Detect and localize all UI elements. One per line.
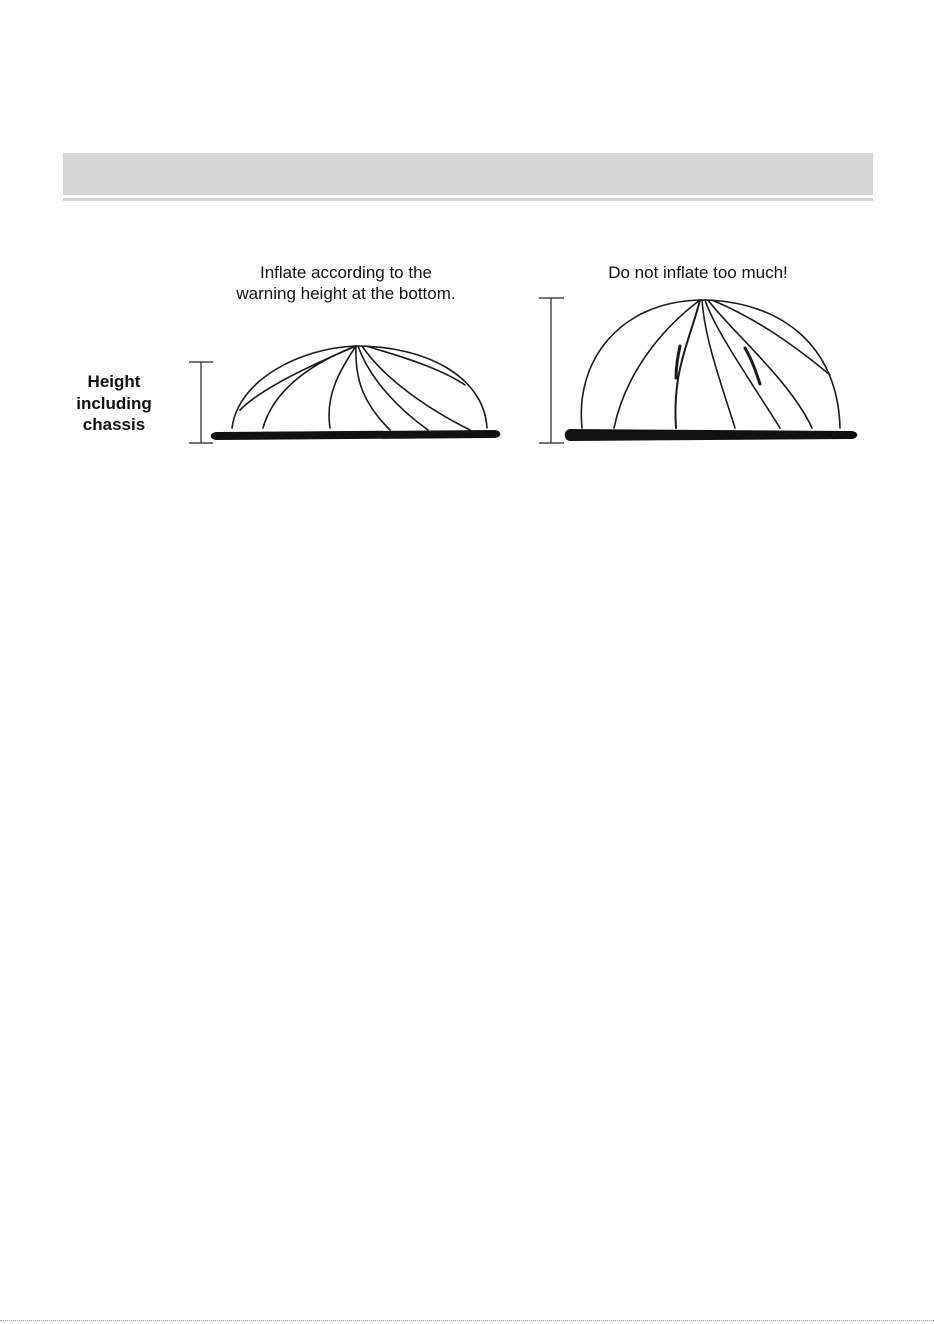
left-caption-line-1: Inflate according to the (259, 263, 432, 282)
dome-correct (232, 346, 487, 430)
left-caption-line-2: warning height at the bottom. (236, 284, 456, 303)
dome-overinflated-base (565, 429, 858, 441)
height-label-line-1: Height (87, 372, 141, 391)
height-label-line-2: including (76, 393, 152, 413)
dome-overinflated (581, 300, 840, 428)
height-label-line-3: chassis (82, 415, 146, 434)
right-caption: Do not inflate too much! (608, 263, 788, 282)
right-height-bracket (539, 298, 564, 443)
page-bottom-edge (0, 1320, 934, 1323)
dome-correct-base (211, 430, 501, 440)
left-height-bracket (189, 362, 213, 443)
